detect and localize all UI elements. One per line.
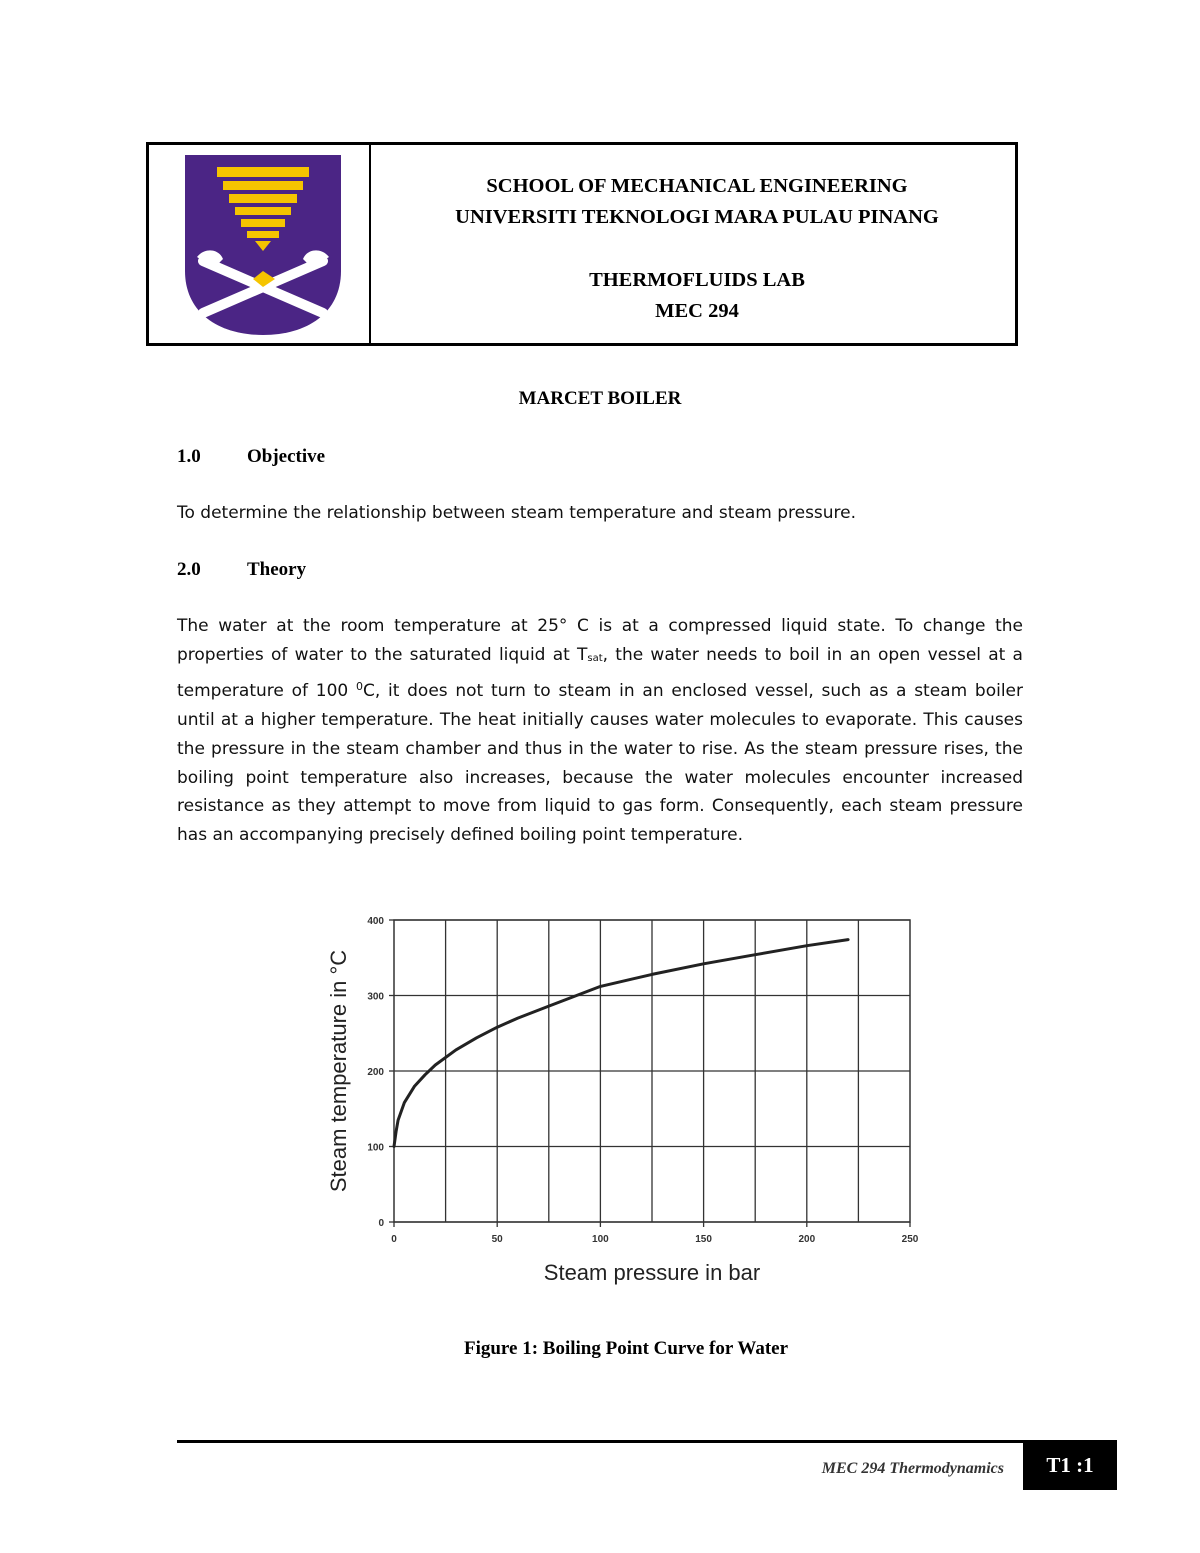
x-tick-label: 250 — [901, 1234, 919, 1245]
subscript-sat: sat — [587, 652, 603, 664]
theory-paragraph — [177, 612, 1023, 850]
section-heading: Objective — [247, 446, 326, 467]
y-tick-label: 100 — [367, 1142, 384, 1154]
y-tick-label: 200 — [367, 1067, 384, 1078]
x-tick-label: 0 — [391, 1234, 397, 1245]
boiling-point-chart — [300, 880, 940, 1310]
section-heading: Theory — [247, 559, 307, 580]
x-tick-label: 100 — [592, 1234, 609, 1245]
footer-rule — [177, 1440, 1025, 1443]
theory-text: , the water needs to boil in an open vessel at a temperature of 100 — [177, 644, 1023, 702]
degree-superscript: 0 — [355, 680, 363, 694]
x-tick-label: 50 — [491, 1234, 503, 1245]
y-tick-label: 300 — [367, 991, 384, 1003]
section-number: 1.0 — [177, 446, 201, 467]
document-title: MARCET BOILER — [518, 388, 682, 409]
objective-text: To determine the relationship between steam temperature and steam pressure. — [177, 503, 857, 523]
figure-caption: Figure 1: Boiling Point Curve for Water — [463, 1338, 789, 1359]
header-text — [373, 145, 1021, 343]
section-number: 2.0 — [177, 559, 201, 580]
page-number-badge: T1 :1 — [1023, 1440, 1117, 1490]
school-name: SCHOOL OF MECHANICAL ENGINEERING — [486, 175, 908, 197]
x-tick-label: 200 — [798, 1234, 816, 1245]
lab-name: THERMOFLUIDS LAB — [589, 269, 805, 291]
x-tick-label: 150 — [695, 1234, 712, 1245]
header-box — [146, 142, 1018, 346]
y-axis-label: Steam temperature in °C — [326, 949, 351, 1193]
theory-text: The water at the room temperature at 25° C is at a compressed liquid state. To change the properties of water to the saturated liquid at T — [177, 616, 1023, 665]
uitm-crest-logo — [183, 153, 343, 337]
course-code: MEC 294 — [655, 300, 739, 322]
university-name: UNIVERSITI TEKNOLOGI MARA PULAU PINANG — [455, 206, 939, 228]
theory-text: C, it does not turn to steam in an enclosed vessel, such as a steam boiler until at a higher temperature. The heat initially causes water molecules to evaporate. This causes the pressure in the steam chamber and thus in the water to rise. As the steam pressure rises, the boiling point temperature also increases, because the water molecules encounter increased resistance as they attempt to move from liquid to gas form. Consequently, each steam pressure has an accompanying precisely defined boiling point temperature. — [177, 681, 1023, 845]
y-tick-label: 0 — [378, 1218, 384, 1229]
footer-label: MEC 294 Thermodynamics — [821, 1460, 1004, 1477]
y-tick-label: 400 — [367, 916, 384, 927]
header-divider — [369, 145, 371, 343]
x-axis-label: Steam pressure in bar — [543, 1260, 761, 1285]
